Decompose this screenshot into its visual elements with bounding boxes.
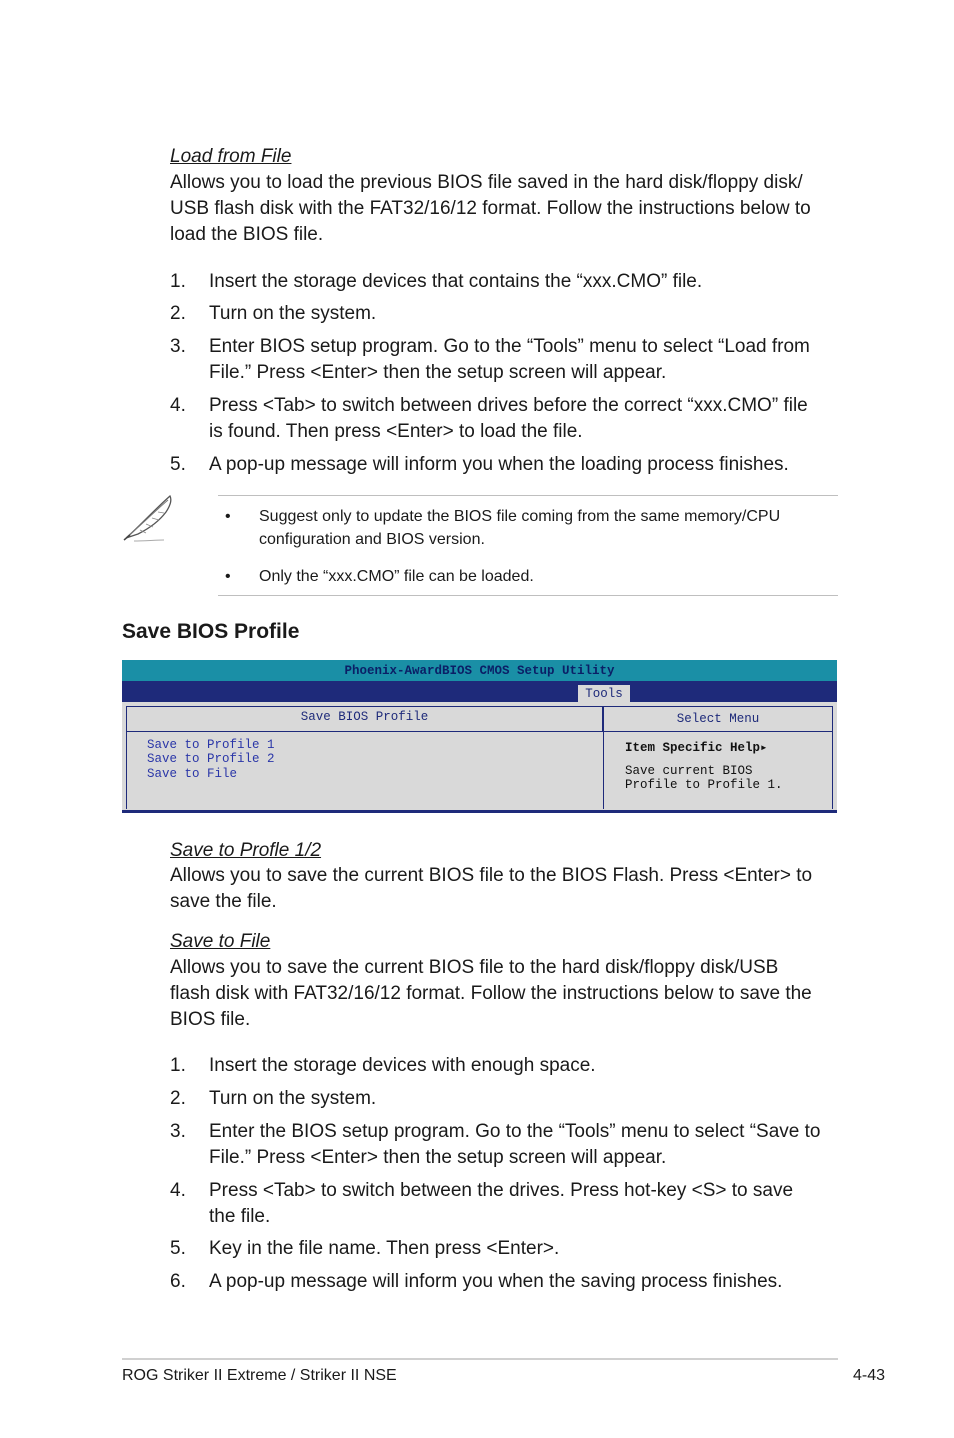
- paragraph-line: Allows you to save the current BIOS file to the hard disk/floppy disk/USB: [170, 957, 779, 978]
- step-line: Enter BIOS setup program. Go to the “Tools” menu to select “Load from: [209, 336, 810, 357]
- bios-screen: [122, 660, 837, 812]
- step-text: [209, 334, 839, 386]
- step-number: 5.: [170, 1238, 186, 1259]
- step-text: [209, 452, 839, 478]
- step-line: Press <Tab> to switch between the drives. Press hot-key <S> to save: [209, 1180, 794, 1201]
- step-text: [209, 1269, 839, 1295]
- step-text: [209, 1053, 839, 1079]
- help-line: Save current BIOS: [625, 764, 753, 778]
- step-line: Turn on the system.: [209, 1088, 377, 1109]
- step-line: A pop-up message will inform you when the loading process finishes.: [209, 454, 789, 475]
- paragraph-line: USB flash disk with the FAT32/16/12 format. Follow the instructions below to: [170, 198, 811, 219]
- tab-tools[interactable]: Tools: [578, 685, 630, 702]
- menu-item-save-to-file[interactable]: Save to File: [147, 767, 238, 781]
- step-number: 6.: [170, 1271, 186, 1292]
- step-text: [209, 269, 839, 295]
- paragraph-line: BIOS file.: [170, 1009, 251, 1030]
- step-number: 3.: [170, 336, 186, 357]
- footer-rule: [122, 1358, 838, 1360]
- step-number: 2.: [170, 303, 186, 324]
- step-line: the file.: [209, 1206, 271, 1227]
- note-item-text: [259, 505, 839, 551]
- step-number: 2.: [170, 1088, 186, 1109]
- step-line: Insert the storage devices that contains the “xxx.CMO” file.: [209, 271, 703, 292]
- help-title-text: Item Specific Help: [625, 741, 761, 755]
- help-line: Profile to Profile 1.: [625, 778, 783, 792]
- menu-item-save-to-profile-1[interactable]: Save to Profile 1: [147, 738, 275, 752]
- step-number: 5.: [170, 454, 186, 475]
- feather-pen-icon: [120, 490, 180, 546]
- bios-menu-panel: [126, 731, 602, 809]
- bios-left-header: Save BIOS Profile: [126, 706, 603, 732]
- note-item-text: [259, 565, 839, 588]
- paragraph-line: Allows you to load the previous BIOS file saved in the hard disk/floppy disk/: [170, 172, 803, 193]
- paragraph-line: flash disk with FAT32/16/12 format. Follow the instructions below to save the: [170, 983, 812, 1004]
- step-text: [209, 1119, 839, 1171]
- bios-right-header: Select Menu: [603, 706, 833, 732]
- note-line: Suggest only to update the BIOS file coming from the same memory/CPU: [259, 508, 781, 525]
- load-from-file-description: [170, 170, 850, 248]
- load-from-file-heading: Load from File: [170, 146, 292, 167]
- save-to-file-description: [170, 955, 850, 1033]
- step-text: [209, 1178, 839, 1230]
- step-number: 1.: [170, 271, 186, 292]
- step-line: is found. Then press <Enter> to load the file.: [209, 421, 583, 442]
- step-number: 3.: [170, 1121, 186, 1142]
- section-title: Save BIOS Profile: [122, 620, 300, 643]
- note-top-rule: [218, 495, 838, 496]
- paragraph-line: save the file.: [170, 891, 277, 912]
- step-text: [209, 1086, 839, 1112]
- arrow-right-icon: ▸: [760, 741, 768, 755]
- bios-help-panel: [603, 731, 833, 809]
- bullet: •: [225, 508, 231, 525]
- paragraph-line: load the BIOS file.: [170, 224, 324, 245]
- step-line: File.” Press <Enter> then the setup screen will appear.: [209, 1147, 667, 1168]
- step-line: Enter the BIOS setup program. Go to the “Tools” menu to select “Save to: [209, 1121, 821, 1142]
- step-text: [209, 301, 839, 327]
- step-number: 4.: [170, 1180, 186, 1201]
- step-line: Key in the file name. Then press <Enter>.: [209, 1238, 560, 1259]
- bios-body: [122, 702, 837, 813]
- step-number: 4.: [170, 395, 186, 416]
- bios-title-bar: Phoenix-AwardBIOS CMOS Setup Utility: [122, 660, 837, 681]
- footer-product-name: ROG Striker II Extreme / Striker II NSE: [122, 1367, 397, 1384]
- step-text: [209, 1236, 839, 1262]
- step-line: Turn on the system.: [209, 303, 377, 324]
- help-title: [625, 739, 768, 755]
- save-to-profile-heading: Save to Profle 1/2: [170, 840, 322, 861]
- save-to-file-heading: Save to File: [170, 931, 271, 952]
- note-line: Only the “xxx.CMO” file can be loaded.: [259, 568, 534, 585]
- step-line: File.” Press <Enter> then the setup screen will appear.: [209, 362, 667, 383]
- footer-page-number: 4-43: [853, 1367, 886, 1384]
- step-line: Insert the storage devices with enough space.: [209, 1055, 596, 1076]
- paragraph-line: Allows you to save the current BIOS file to the BIOS Flash. Press <Enter> to: [170, 865, 813, 886]
- step-line: Press <Tab> to switch between drives before the correct “xxx.CMO” file: [209, 395, 808, 416]
- step-line: A pop-up message will inform you when the saving process finishes.: [209, 1271, 783, 1292]
- save-to-profile-description: [170, 863, 850, 915]
- note-bottom-rule: [218, 595, 838, 596]
- note-line: configuration and BIOS version.: [259, 531, 485, 548]
- step-text: [209, 393, 839, 445]
- bullet: •: [225, 568, 231, 585]
- menu-item-save-to-profile-2[interactable]: Save to Profile 2: [147, 752, 275, 766]
- step-number: 1.: [170, 1055, 186, 1076]
- bios-tab-bar: [122, 681, 837, 702]
